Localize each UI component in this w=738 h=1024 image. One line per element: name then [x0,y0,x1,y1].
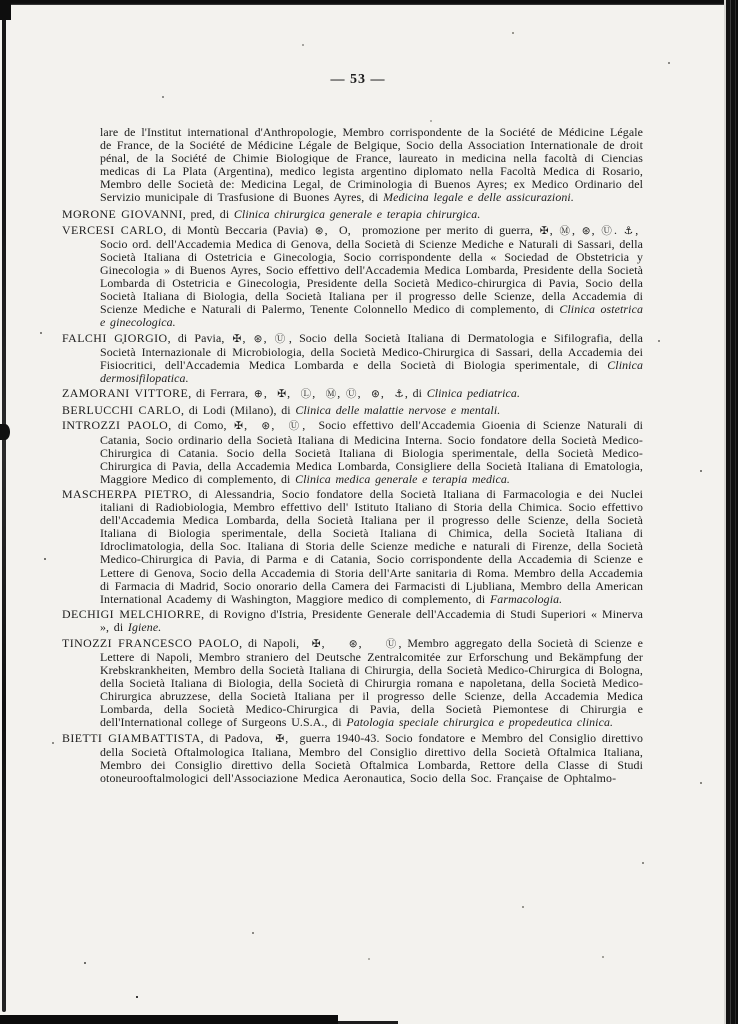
entry-text: Clinica dermosifilopatica. [100,357,643,385]
decoration-medal-icon: ⊕ [253,388,263,401]
entry-text: , di Como, [168,418,234,433]
entry-text: , [242,330,253,345]
decoration-medal-icon: ⚓ [623,224,635,237]
entry-person-name: DECHIGI MELCHIORRE [62,607,202,622]
decoration-medal-icon: Ⓤ [601,224,613,237]
entry-text: , di Lodi (Milano), di [181,402,296,417]
decoration-medal-icon: ⊛ [371,388,380,401]
entry-text: Clinica delle malattie nervose e mentali. [295,402,501,417]
entry-text: , Socio effettivo dell'Accademia Gioenia di Scienze Naturali di Catania, Socio ordinario della Società Italiana di Medicina Interna. Socio fondatore della Società Medico-Chirurgica di Catania. Socio della Società Italiana di Biologia sperimentale, della Società Medico-Chirurgica di Pavia, della Accademia Medica Lombarda, Consigliere della Società Italiana di Ematologia, Maggiore Medico di complemento, di [100,418,644,486]
entry-text: , [380,386,394,401]
entry-text: Medicina legale e delle assicurazioni. [383,190,574,205]
decoration-medal-icon: ⊛ [314,224,324,237]
directory-entry [62,607,644,635]
entry-person-name: FALCHI GIORGIO [62,330,168,345]
entry-text: , [263,330,274,345]
entry-person-name: MORONE GIOVANNI [62,207,183,222]
entry-text: , [357,386,370,401]
entry-text: , [572,222,581,237]
entry-text: , Socio ord. dell'Accademia Medica di Genova, della Società di Scienze Mediche e Naturali di Sassari, della Società Italiana di Ostetricia e Ginecologia, Socio corrispondente della « Sociedad de Obstetricia y Ginecologia » di Buenos Ayres, Socio effettivo dell'Accademia Medica Lombarda, Presidente della Società Lombarda di Ostetricia e Ginecologia, Presidente della Società Medico-chirurgica di Pavia, Socio della Società Italiana di Biologia, della Società Italiana per il progresso delle Scienze, della Accademia di Scienze Mediche e Naturali di Palermo, Tenente Colonnello Medico di complemento, di [100,222,643,317]
entry-text: , [337,386,345,401]
entry-text: Clinica pediatrica. [426,386,521,401]
entry-text: , di Padova, [200,730,275,745]
entry-text: Igiene. [127,620,162,635]
entry-text: , di Napoli, [239,635,311,650]
decoration-medal-icon: ⊛ [261,420,271,433]
directory-entry [62,418,644,486]
decoration-medal-icon: ⊛ [581,224,591,237]
continuation-paragraph [100,126,643,204]
entry-text: , [321,635,348,650]
directory-entry [62,330,643,385]
directory-entry [62,730,644,785]
entry-text: Patologia speciale chirurgica e propedeutica clinica. [346,715,614,730]
entry-text: , [549,222,559,237]
decoration-medal-icon: Ⓜ [325,388,337,401]
entry-text: Clinica chirurgica generale e terapia chirurgica. [233,207,481,222]
entry-text: , O, promozione per merito di guerra, [324,222,539,237]
entry-text: , di [404,386,427,401]
directory-entry [62,487,643,606]
entry-person-name: INTROZZI PAOLO [62,418,169,433]
decoration-medal-icon: ✠ [232,332,242,345]
entry-text: , [591,222,601,237]
directory-entry [62,402,643,417]
page-number: — 53 — [330,72,386,87]
decoration-medal-icon: ✠ [234,420,244,433]
entry-person-name: BIETTI GIAMBATTISTA [62,730,201,745]
directory-entry [62,635,644,730]
entry-text: , [244,418,261,433]
entry-text: , di Ferrara, [188,386,253,401]
entry-text: , di Pavia, [167,330,232,345]
decoration-medal-icon: ⊛ [253,332,263,345]
entry-text: , [312,386,325,401]
scan-edge-left [2,0,6,1012]
decoration-medal-icon: ✠ [539,224,549,237]
directory-entry [62,207,643,222]
entry-person-name: ZAMORANI VITTORE [62,386,189,401]
scan-edge-right [724,0,738,1024]
decoration-medal-icon: Ⓤ [385,637,398,650]
scan-speckles [0,0,2,2]
directory-entry [62,222,643,330]
scan-ink-blob [0,424,10,440]
entry-text: , [271,418,288,433]
decoration-medal-icon: Ⓤ [274,332,288,345]
entry-text: , pred, di [182,207,234,222]
entry-text: lare de l'Institut international d'Anthropologie, Membro corrispondente de la Société de Médicine Légale de France, de la Société de Médicine Légale de Belgique, Socio della Association Internationale de droit pénal, de la Société de Chimie Biologique de France, laureato in medicina nella facoltà di Ciencias medicas di La Plata (Argentina), medico legista argentino diplomato nella Facoltà Medica di Rosario, Membro delle Società de: Medicina Legal, de Criminologia di Buenos Ayres; ex Medico Ordinario del Servizio municipale di Trasfusione di Buones Ayres, di [100,125,643,205]
entry-text: Clinica medica generale e terapia medica. [295,471,510,486]
entry-text: , di Alessandria, Socio fondatore della Società Italiana di Farmacologia e dei Nuclei italiani di Radiobiologia, Membro effettivo dell' Istituto Italiano di Storia della Chimica. Socio effettivo dell'Accademia Medica Lombarda, della Società Italiana per il progresso delle Scienze, della Società Italiana di Biologia sperimentale, della Società Italiana di Chimica, della Società Italiana di Idroclimatologia, della Soc. Italiana di Storia delle Scienze mediche e naturali di Firenze, della Società Medico-Chirurgica di Pavia, di Parma e di Catania, Socio corrispondente della Accademia di Scienze e Lettere di Genova, Socio della Accademia di Storia dell'Arte sanitaria di Roma. Membro della Accademia di Farmacia di Madrid, Socio onorario della Camera dei Farmacisti di Ljubliana, Membro della American International Academy di Washington, Maggiore medico di complemento, di [100,487,643,606]
decoration-medal-icon: Ⓛ [300,388,312,401]
entry-text: . [614,222,623,237]
entry-person-name: TINOZZI FRANCESCO PAOLO [62,635,240,650]
decoration-medal-icon: Ⓤ [288,420,302,433]
decoration-medal-icon: Ⓤ [345,388,357,401]
directory-entries [62,125,644,787]
entry-person-name: VERCESI CARLO [62,222,164,237]
entry-text: , Socio della Società Italiana di Dermatologia e Sifilografia, della Società Internazionale di Microbiologia, della Società Medico-Chirurgica di Sassari, della Accademia dei Fisiocritici, dell'Accademia Medica Lombarda e della Società di Biologia sperimentale, di [100,330,643,372]
entry-person-name: BERLUCCHI CARLO [62,402,182,417]
entry-text: , [358,635,385,650]
decoration-medal-icon: Ⓜ [559,224,572,237]
entry-text: Farmacologia. [489,591,563,606]
scan-corner-top-left [0,0,11,20]
scan-edge-top [0,0,738,5]
decoration-medal-icon: ✠ [311,637,321,650]
scan-edge-bottom [0,1015,338,1024]
entry-text: , di Montù Beccaria (Pavia) [163,222,314,237]
entry-person-name: MASCHERPA PIETRO [62,487,189,502]
entry-text: , guerra 1940-43. Socio fondatore e Membro del Consiglio direttivo della Società Oftalmologica Italiana, Membro del Consiglio direttivo della Società Oftalmica Italiana, Membro dei Consiglio direttivo della Società Oftalmica Lombarda, Rettore della Classe di Studi otoneurooftalmologici dell'Associazione Medica Aeronautica, Socio della Soc. Française de Ophtalmo- [100,730,644,785]
decoration-medal-icon: ⊛ [348,637,358,650]
directory-entry [62,386,643,401]
entry-text: , Membro aggregato della Società di Scienze e Lettere di Napoli, Membro straniero del Deutsche Zentralcomitée zur Erforschung und Bekämpfung der Krebskrankheiten, Membro della Società Italiana di Chirurgia, della Società Medico-Chirurgica di Bologna, della Società Italiana di Biologia, della Società di Chirurgia romana e napoletana, della Società Medico-Chirurgica abruzzese, della Società Italiana per il progresso delle Scienze, della Accademia Medica Lombarda, della Società Medico-Chirurgica di Pavia, della Società Piemontese di Chirurgia e dell'International college of Surgeons U.S.A., di [100,635,644,730]
entry-text: , [263,386,277,401]
entry-text: , [287,386,300,401]
decoration-medal-icon: ✠ [277,388,287,401]
entry-text: , di Rovigno d'Istria, Presidente Generale dell'Accademia di Studi Superiori « Minerva », di [100,607,644,635]
decoration-medal-icon: ⚓ [394,388,404,401]
entry-text: Clinica ostetrica e ginecologica. [100,302,643,330]
decoration-medal-icon: ✠ [275,732,285,745]
